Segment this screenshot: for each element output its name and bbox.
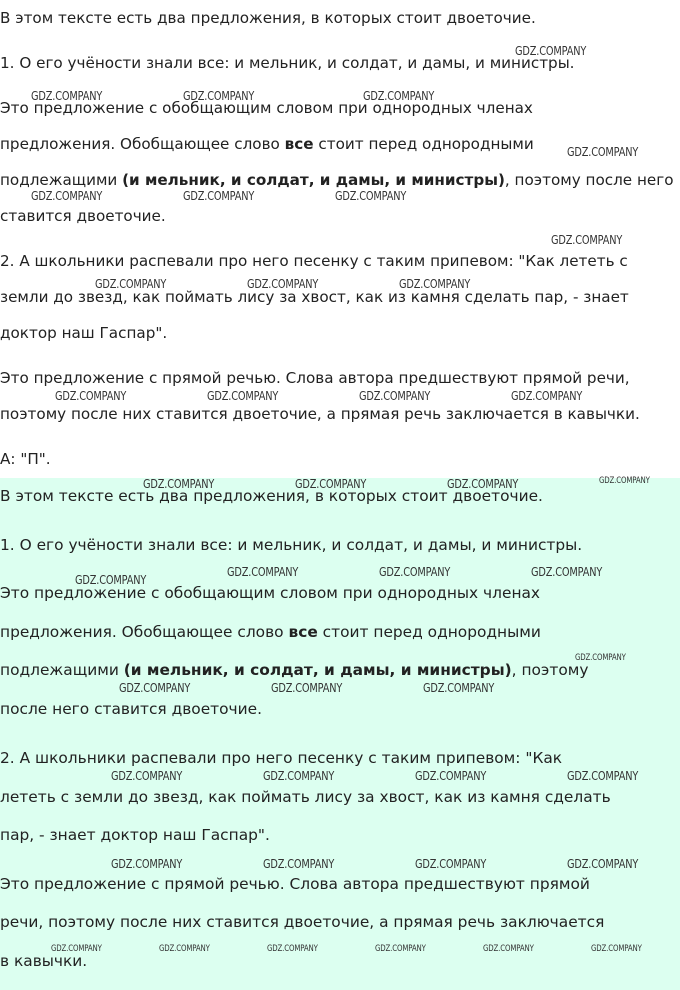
- explanation-1-line-2: предложения. Обобщающее слово все стоит перед однородными: [0, 623, 541, 641]
- sentence-2-line-3: доктор наш Гаспар".: [0, 324, 168, 342]
- watermark: GDZ.COMPANY: [119, 680, 191, 695]
- watermark: GDZ.COMPANY: [183, 188, 255, 203]
- watermark: GDZ.COMPANY: [247, 276, 319, 291]
- watermark: GDZ.COMPANY: [335, 188, 407, 203]
- watermark: GDZ.COMPANY: [359, 388, 431, 403]
- watermark: GDZ.COMPANY: [55, 388, 127, 403]
- watermark: GDZ.COMPANY: [263, 768, 335, 783]
- watermark: GDZ.COMPANY: [227, 564, 299, 579]
- watermark: GDZ.COMPANY: [183, 88, 255, 103]
- watermark: GDZ.COMPANY: [271, 680, 343, 695]
- watermark: GDZ.COMPANY: [591, 944, 642, 954]
- watermark: GDZ.COMPANY: [263, 856, 335, 871]
- watermark: GDZ.COMPANY: [31, 188, 103, 203]
- sentence-2-line-3: пар, - знает доктор наш Гаспар".: [0, 826, 270, 844]
- watermark: GDZ.COMPANY: [51, 944, 102, 954]
- watermark: GDZ.COMPANY: [447, 476, 519, 491]
- explanation-2-line-2: речи, поэтому после них ставится двоеточие, а прямая речь заключается: [0, 913, 605, 931]
- watermark: GDZ.COMPANY: [295, 476, 367, 491]
- watermark: GDZ.COMPANY: [75, 572, 147, 587]
- explanation-2-line-1: Это предложение с прямой речью. Слова автора предшествуют прямой речи,: [0, 369, 630, 387]
- sentence-2-line-2: земли до звезд, как поймать лису за хвост, как из камня сделать пар, - знает: [0, 288, 629, 306]
- watermark: GDZ.COMPANY: [399, 276, 471, 291]
- explanation-1-line-3: подлежащими (и мельник, и солдат, и дамы, и министры), поэтому после него: [0, 171, 674, 189]
- sentence-2-line-1: 2. А школьники распевали про него песенку с таким припевом: "Как лететь с: [0, 252, 628, 270]
- explanation-2-line-2: поэтому после них ставится двоеточие, а прямая речь заключается в кавычки.: [0, 405, 640, 423]
- scheme-text: А: "П".: [0, 450, 51, 468]
- watermark: GDZ.COMPANY: [567, 144, 639, 159]
- watermark: GDZ.COMPANY: [423, 680, 495, 695]
- watermark: GDZ.COMPANY: [31, 88, 103, 103]
- watermark: GDZ.COMPANY: [95, 276, 167, 291]
- watermark: GDZ.COMPANY: [599, 476, 650, 486]
- watermark: GDZ.COMPANY: [567, 856, 639, 871]
- watermark: GDZ.COMPANY: [267, 944, 318, 954]
- watermark: GDZ.COMPANY: [483, 944, 534, 954]
- explanation-1-line-3: подлежащими (и мельник, и солдат, и дамы, и министры), поэтому: [0, 661, 589, 679]
- explanation-1-line-2: предложения. Обобщающее слово все стоит перед однородными: [0, 135, 534, 153]
- explanation-2-line-3: в кавычки.: [0, 952, 88, 970]
- watermark: GDZ.COMPANY: [415, 768, 487, 783]
- explanation-1-line-1: Это предложение с обобщающим словом при однородных членах: [0, 584, 541, 602]
- intro-text: В этом тексте есть два предложения, в которых стоит двоеточие.: [0, 9, 536, 27]
- watermark: GDZ.COMPANY: [159, 944, 210, 954]
- watermark: GDZ.COMPANY: [207, 388, 279, 403]
- intro-text: В этом тексте есть два предложения, в которых стоит двоеточие.: [0, 487, 543, 505]
- sentence-2-line-2: лететь с земли до звезд, как поймать лису за хвост, как из камня сделать: [0, 788, 611, 806]
- sentence-1: 1. О его учёности знали все: и мельник, и солдат, и дамы, и министры.: [0, 536, 583, 554]
- sentence-2-line-1: 2. А школьники распевали про него песенку с таким припевом: "Как: [0, 749, 563, 767]
- watermark: GDZ.COMPANY: [567, 768, 639, 783]
- watermark: GDZ.COMPANY: [363, 88, 435, 103]
- watermark: GDZ.COMPANY: [375, 944, 426, 954]
- explanation-1-line-1: Это предложение с обобщающим словом при однородных членах: [0, 99, 533, 117]
- watermark: GDZ.COMPANY: [575, 653, 626, 663]
- sentence-1: 1. О его учёности знали все: и мельник, и солдат, и дамы, и министры.: [0, 54, 575, 72]
- watermark: GDZ.COMPANY: [379, 564, 451, 579]
- watermark: GDZ.COMPANY: [111, 856, 183, 871]
- watermark: GDZ.COMPANY: [515, 43, 587, 58]
- explanation-1-line-4: ставится двоеточие.: [0, 207, 166, 225]
- answer-block-2: [0, 478, 680, 990]
- watermark: GDZ.COMPANY: [415, 856, 487, 871]
- watermark: GDZ.COMPANY: [143, 476, 215, 491]
- watermark: GDZ.COMPANY: [551, 232, 623, 247]
- explanation-2-line-1: Это предложение с прямой речью. Слова автора предшествуют прямой: [0, 875, 590, 893]
- watermark: GDZ.COMPANY: [531, 564, 603, 579]
- watermark: GDZ.COMPANY: [111, 768, 183, 783]
- watermark: GDZ.COMPANY: [511, 388, 583, 403]
- explanation-1-line-4: после него ставится двоеточие.: [0, 700, 263, 718]
